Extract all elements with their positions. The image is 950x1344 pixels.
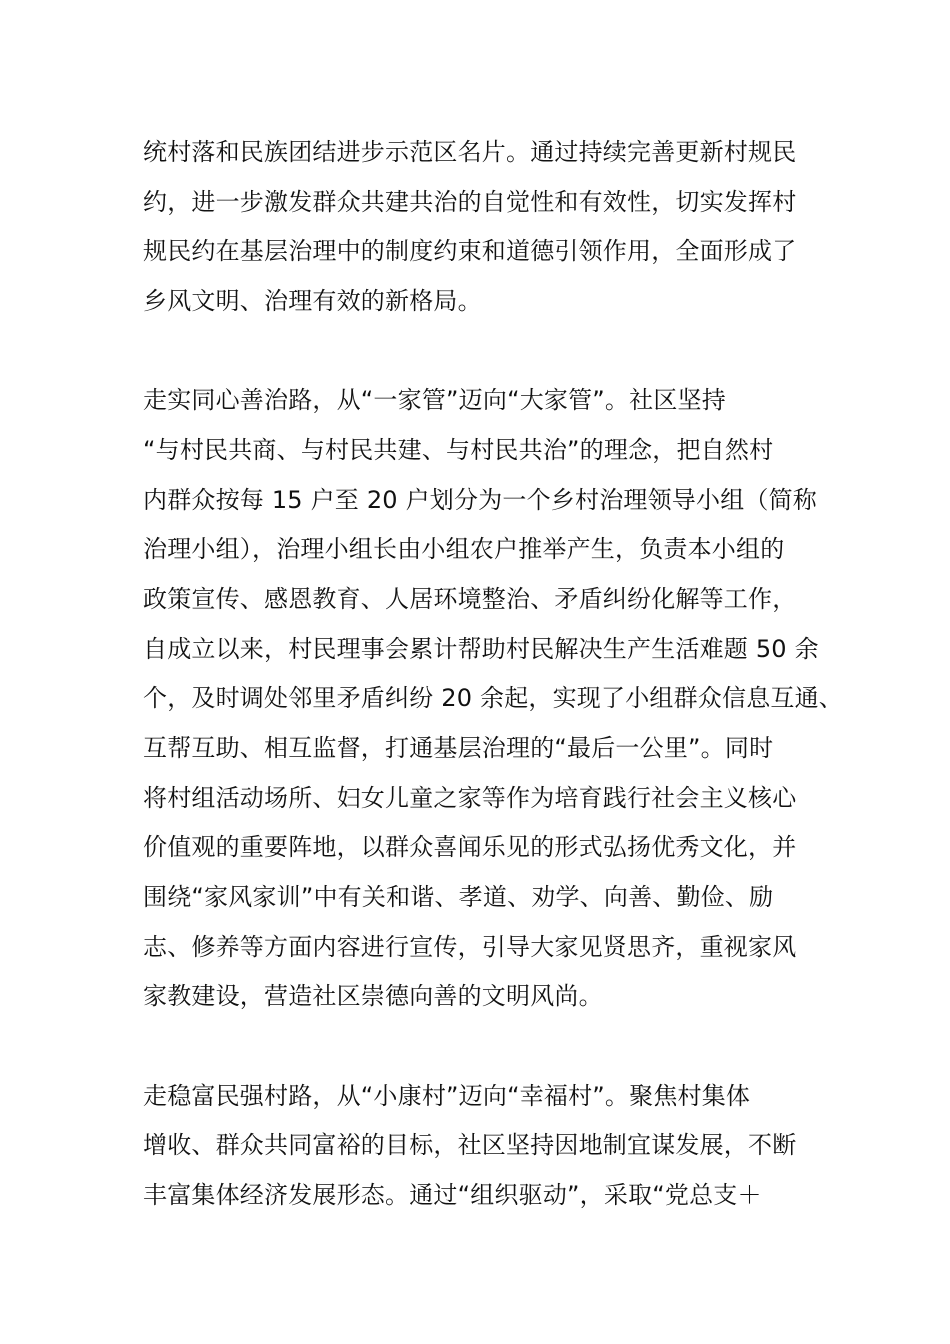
paragraph-2-line-4: 治理小组），治理小组长由小组农户推举产生，负责本小组的 [143,535,785,563]
paragraph-2-line-12: 志、修养等方面内容进行宣传，引导大家见贤思齐，重视家风 [143,933,797,961]
paragraph-2-line-9: 将村组活动场所、妇女儿童之家等作为培育践行社会主义核心 [143,784,797,812]
paragraph-1-line-4: 乡风文明、治理有效的新格局。 [143,287,482,315]
paragraph-3-line-2: 增收、群众共同富裕的目标，社区坚持因地制宜谋发展，不断 [143,1131,797,1159]
paragraph-1-line-1: 统村落和民族团结进步示范区名片。通过持续完善更新村规民 [143,138,797,166]
paragraph-2-line-10: 价值观的重要阵地，以群众喜闻乐见的形式弘扬优秀文化，并 [143,833,797,861]
paragraph-2-line-6: 自成立以来，村民理事会累计帮助村民解决生产生活难题 50 余 [143,635,819,663]
paragraph-2-line-13: 家教建设，营造社区崇德向善的文明风尚。 [143,982,603,1010]
paragraph-2-line-1: 走实同心善治路，从“一家管”迈向“大家管”。社区坚持 [143,386,726,414]
paragraph-2-line-3: 内群众按每 15 户至 20 户划分为一个乡村治理领导小组（简称 [143,486,817,514]
paragraph-2-line-2: “与村民共商、与村民共建、与村民共治”的理念，把自然村 [143,436,774,464]
paragraph-1-line-2: 约，进一步激发群众共建共治的自觉性和有效性，切实发挥村 [143,188,797,216]
paragraph-1-line-3: 规民约在基层治理中的制度约束和道德引领作用，全面形成了 [143,237,797,265]
paragraph-2-line-5: 政策宣传、感恩教育、人居环境整治、矛盾纠纷化解等工作， [143,585,797,613]
paragraph-2-line-7: 个，及时调处邻里矛盾纠纷 20 余起，实现了小组群众信息互通、 [143,684,843,712]
paragraph-3-line-1: 走稳富民强村路，从“小康村”迈向“幸福村”。聚焦村集体 [143,1082,751,1110]
paragraph-2-line-8: 互帮互助、相互监督，打通基层治理的“最后一公里”。同时 [143,734,774,762]
paragraph-3-line-3: 丰富集体经济发展形态。通过“组织驱动”，采取“党总支＋ [143,1181,762,1209]
paragraph-2-line-11: 围绕“家风家训”中有关和谐、孝道、劝学、向善、勤俭、励 [143,883,774,911]
